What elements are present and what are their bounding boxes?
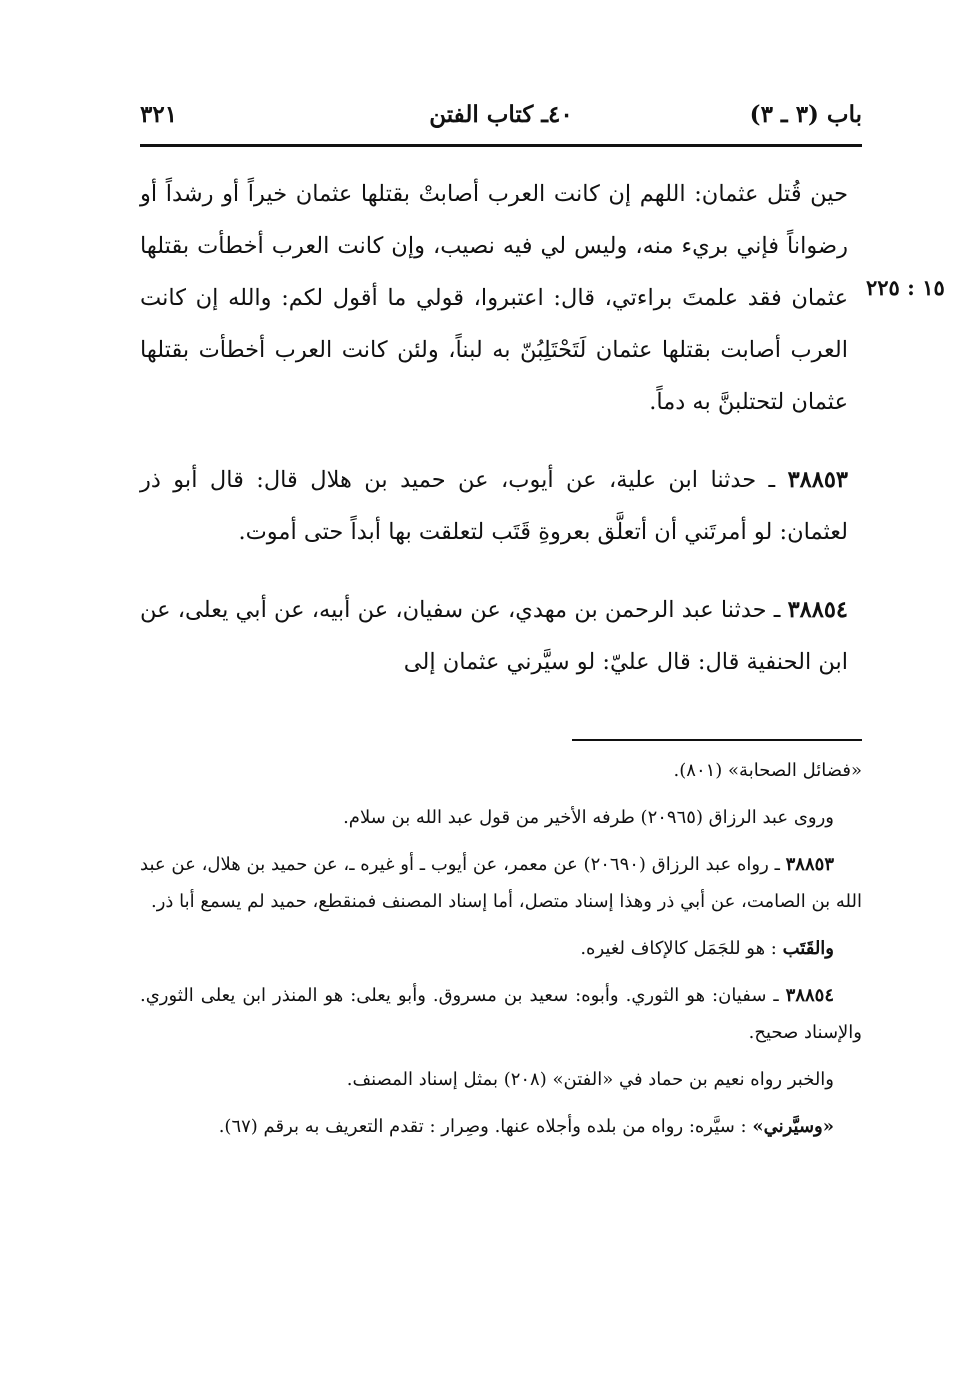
book-title: ٤٠ـ كتاب الفتن: [429, 101, 573, 128]
footnote-6: والخبر رواه نعيم بن حماد في «الفتن» (٢٠٨) بمثل إسناد المصنف.: [346, 1069, 834, 1090]
footnote-text: : سيَّره: رواه من بلده وأجلاه عنها. وصِرار : تقدم التعريف به برقم (٦٧).: [218, 1116, 747, 1137]
hadith-number: ٣٨٨٥٣: [787, 467, 849, 493]
footnote-text: : هو للجَمَل كالإكاف لغيره.: [580, 938, 777, 959]
footnote-1: «فضائل الصحابة» (٨٠١).: [673, 760, 862, 781]
footnote-2: وروى عبد الرزاق (٢٠٩٦٥) طرفه الأخير من قول عبد الله بن سلام.: [343, 807, 834, 828]
hadith-text: ـ حدثنا ابن علية، عن أيوب، عن حميد بن هلال قال: قال أبو ذر لعثمان: لو أمرتَني أن أتعلَّق بعروةِ قَتَب لتعلقت بها أبداً حتى أموت.: [140, 467, 848, 545]
footnote-text: ـ رواه عبد الرزاق (٢٠٦٩٠) عن معمر، عن أيوب ـ أو غيره ـ، عن حميد بن هلال، عن عبد الله بن الصامت، عن أبي ذر وهذا إسناد متصل، أما إسناد المصنف فمنقطع، حميد لم يسمع أبا ذر.: [140, 854, 862, 912]
page-header: [140, 95, 862, 139]
footnote-text: ـ سفيان: هو الثوري. وأبوه: سعيد بن مسروق. وأبو يعلى: هو المنذر ابن يعلى الثوري. والإسناد صحيح.: [140, 985, 862, 1043]
hadith-text: ـ حدثنا عبد الرحمن بن مهدي، عن سفيان، عن أبيه، عن أبي يعلى، عن ابن الحنفية قال: قال عليّ: لو سيَّرني عثمان إلى: [140, 597, 848, 675]
hadith-number: ٣٨٨٥٤: [787, 597, 849, 623]
footnote-4: [140, 930, 862, 967]
footnote-3: [140, 846, 862, 920]
hadith-38854: [140, 584, 848, 688]
page-number: ٣٢١: [140, 101, 178, 128]
margin-reference: ١٥ : ٢٢٥: [866, 275, 945, 300]
footnote-term: «وسيَّرني»: [752, 1116, 834, 1137]
paragraph-1: حين قُتل عثمان: اللهم إن كانت العرب أصابتْ بقتلها عثمان خيراً أو رشداً أو رضواناً فإني بريء منه، وليس لي فيه نصيب، وإن كانت العرب أخطأت بقتلها عثمان فقد علمتَ براءتي، قال: اعتبروا، قولي ما أقول لكم: والله إن كانت العرب أصابت بقتلها عثمان لَتَحْتَلِبُنّ به لبناً، ولئن كانت العرب أخطأت بقتلها عثمان لتحتلبنَّ به دماً.: [140, 181, 848, 415]
header-divider: [140, 144, 862, 147]
footnote-divider: [572, 739, 862, 741]
footnote-number: ٣٨٨٥٣: [785, 854, 834, 875]
footnote-term: والقَتَب: [782, 938, 834, 959]
footnote-7: [140, 1108, 862, 1145]
footnote-5: [140, 977, 862, 1051]
footnotes: [140, 752, 862, 1145]
chapter-label: باب (٣ ـ ٣): [749, 101, 862, 128]
footnote-number: ٣٨٨٥٤: [785, 985, 835, 1006]
main-text: [140, 168, 848, 688]
hadith-38853: [140, 454, 848, 558]
